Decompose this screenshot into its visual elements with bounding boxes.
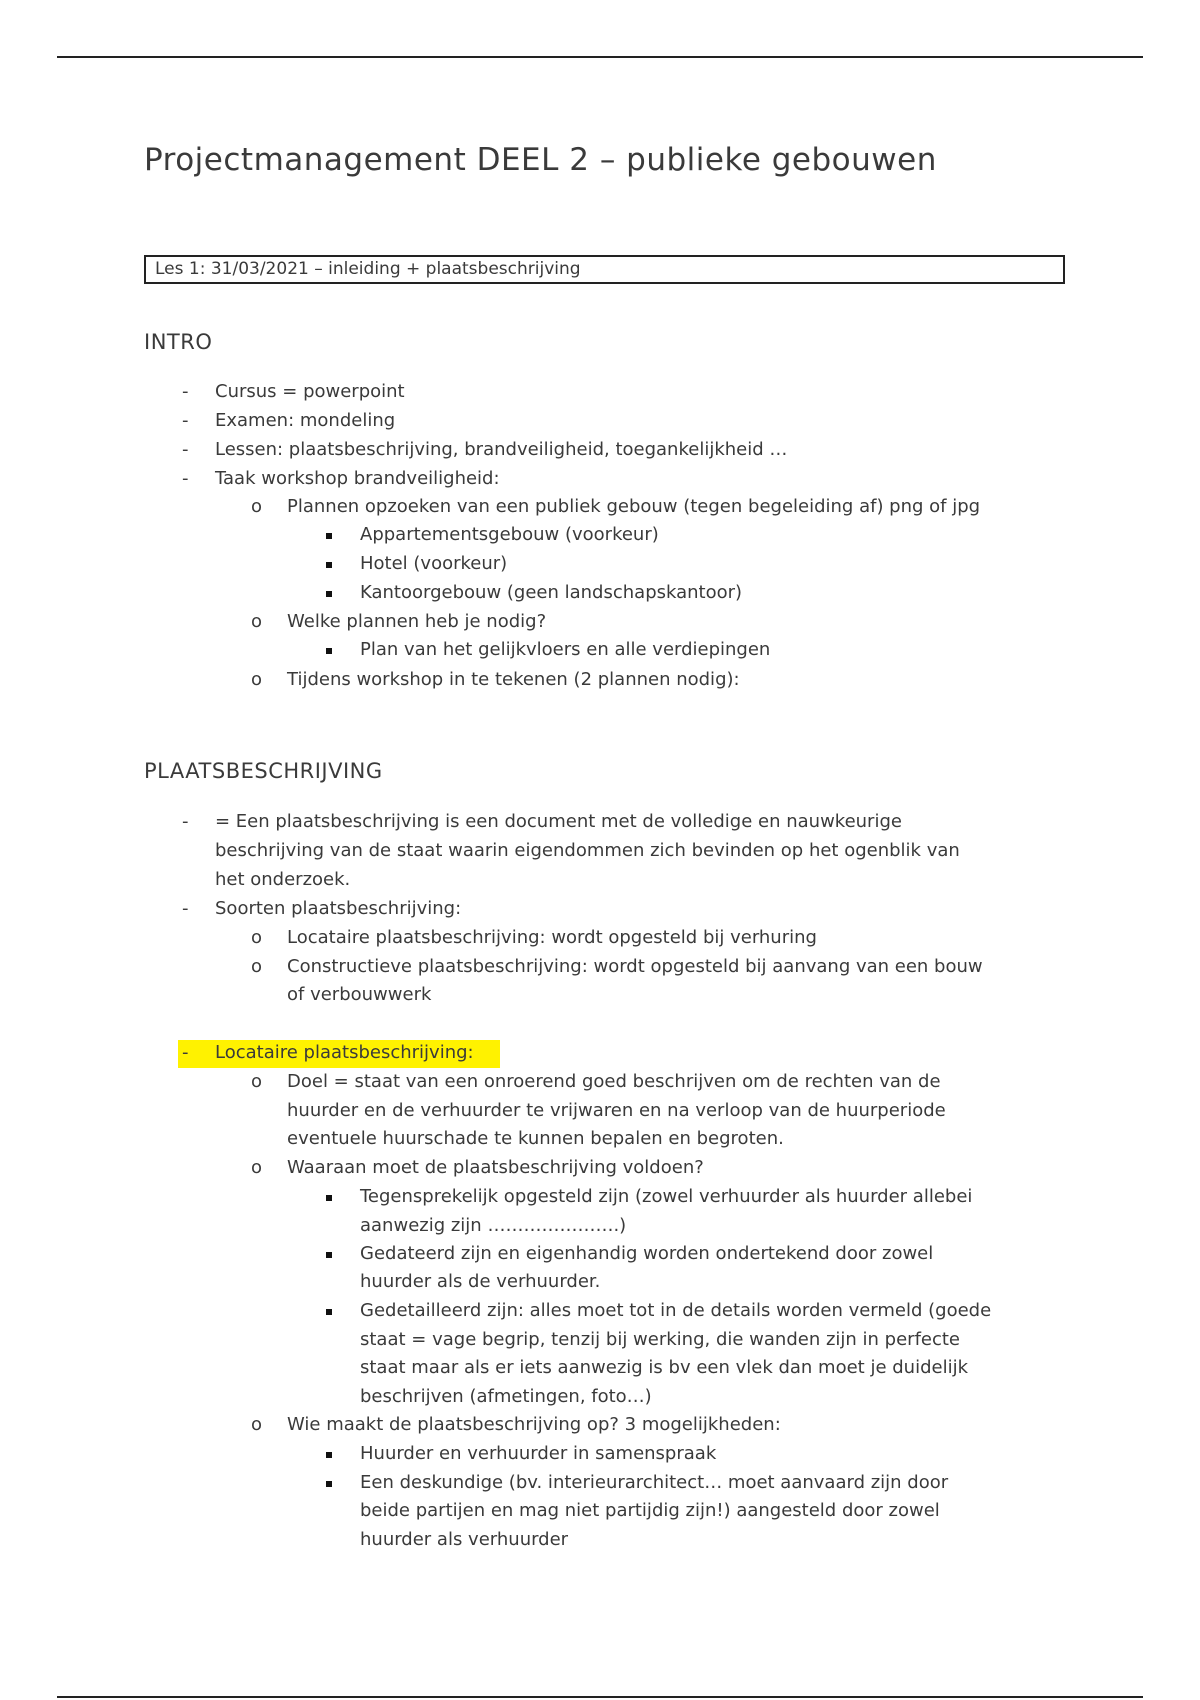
paragraph-line: beschrijven (afmetingen, foto…) xyxy=(360,1386,652,1407)
paragraph-line: huurder en de verhuurder te vrijwaren en na verloop van de huurperiode xyxy=(287,1100,946,1121)
circle-bullet: o xyxy=(251,1071,263,1092)
dash-bullet: - xyxy=(182,898,189,919)
list-item: Constructieve plaatsbeschrijving: wordt opgesteld bij aanvang van een bouw xyxy=(287,956,983,977)
list-item: Cursus = powerpoint xyxy=(215,381,405,402)
list-item: Huurder en verhuurder in samenspraak xyxy=(360,1443,717,1464)
list-item: Soorten plaatsbeschrijving: xyxy=(215,898,462,919)
list-item: of verbouwwerk xyxy=(287,984,432,1005)
list-item: Waaraan moet de plaatsbeschrijving voldoen? xyxy=(287,1157,704,1178)
circle-bullet: o xyxy=(251,1414,263,1435)
paragraph-line: huurder als verhuurder xyxy=(360,1529,569,1550)
paragraph-line: eventuele huurschade te kunnen bepalen en begroten. xyxy=(287,1128,784,1149)
list-item: Welke plannen heb je nodig? xyxy=(287,611,547,632)
paragraph-line: Tegensprekelijk opgesteld zijn (zowel verhuurder als huurder allebei xyxy=(360,1186,973,1207)
list-item: Examen: mondeling xyxy=(215,410,396,431)
square-bullet xyxy=(326,1481,332,1487)
list-item: Tijdens workshop in te tekenen (2 plannen nodig): xyxy=(287,669,740,690)
dash-bullet: - xyxy=(182,1042,189,1063)
list-item: Plannen opzoeken van een publiek gebouw (tegen begeleiding af) png of jpg xyxy=(287,496,981,517)
paragraph-line: huurder als de verhuurder. xyxy=(360,1271,601,1292)
square-bullet xyxy=(326,1195,332,1201)
dash-bullet: - xyxy=(182,468,189,489)
circle-bullet: o xyxy=(251,611,263,632)
square-bullet xyxy=(326,591,332,597)
list-item: Appartementsgebouw (voorkeur) xyxy=(360,524,659,545)
list-item: Plan van het gelijkvloers en alle verdiepingen xyxy=(360,639,771,660)
lesson-box: Les 1: 31/03/2021 – inleiding + plaatsbeschrijving xyxy=(144,255,1065,284)
paragraph-line: beschrijving van de staat waarin eigendommen zich bevinden op het ogenblik van xyxy=(215,840,960,861)
square-bullet xyxy=(326,1452,332,1458)
paragraph-line: Een deskundige (bv. interieurarchitect… moet aanvaard zijn door xyxy=(360,1472,949,1493)
paragraph-line: Doel = staat van een onroerend goed beschrijven om de rechten van de xyxy=(287,1071,941,1092)
intro-heading: INTRO xyxy=(144,330,213,354)
paragraph-line: Gedateerd zijn en eigenhandig worden ondertekend door zowel xyxy=(360,1243,934,1264)
paragraph-line: beide partijen en mag niet partijdig zijn!) aangesteld door zowel xyxy=(360,1500,940,1521)
paragraph-line: Gedetailleerd zijn: alles moet tot in de details worden vermeld (goede xyxy=(360,1300,992,1321)
dash-bullet: - xyxy=(182,439,189,460)
document-title: Projectmanagement DEEL 2 – publieke gebouwen xyxy=(144,142,937,178)
circle-bullet: o xyxy=(251,927,263,948)
circle-bullet: o xyxy=(251,956,263,977)
circle-bullet: o xyxy=(251,669,263,690)
circle-bullet: o xyxy=(251,496,263,517)
top-rule xyxy=(57,56,1143,58)
highlighted-item: Locataire plaatsbeschrijving: xyxy=(215,1042,474,1063)
square-bullet xyxy=(326,648,332,654)
list-item: Kantoorgebouw (geen landschapskantoor) xyxy=(360,582,743,603)
square-bullet xyxy=(326,533,332,539)
bottom-rule xyxy=(57,1696,1143,1698)
paragraph-line: = Een plaatsbeschrijving is een document met de volledige en nauwkeurige xyxy=(215,811,902,832)
circle-bullet: o xyxy=(251,1157,263,1178)
square-bullet xyxy=(326,562,332,568)
list-item: Taak workshop brandveiligheid: xyxy=(215,468,500,489)
square-bullet xyxy=(326,1252,332,1258)
list-item: Lessen: plaatsbeschrijving, brandveiligheid, toegankelijkheid … xyxy=(215,439,788,460)
dash-bullet: - xyxy=(182,811,189,832)
dash-bullet: - xyxy=(182,410,189,431)
dash-bullet: - xyxy=(182,381,189,402)
paragraph-line: aanwezig zijn ………………….) xyxy=(360,1215,627,1236)
paragraph-line: het onderzoek. xyxy=(215,869,351,890)
list-item: Wie maakt de plaatsbeschrijving op? 3 mogelijkheden: xyxy=(287,1414,781,1435)
plaats-heading: PLAATSBESCHRIJVING xyxy=(144,759,383,783)
paragraph-line: staat = vage begrip, tenzij bij werking, die wanden zijn in perfecte xyxy=(360,1329,961,1350)
list-item: Locataire plaatsbeschrijving: wordt opgesteld bij verhuring xyxy=(287,927,817,948)
paragraph-line: staat maar als er iets aanwezig is bv een vlek dan moet je duidelijk xyxy=(360,1357,969,1378)
list-item: Hotel (voorkeur) xyxy=(360,553,508,574)
square-bullet xyxy=(326,1309,332,1315)
